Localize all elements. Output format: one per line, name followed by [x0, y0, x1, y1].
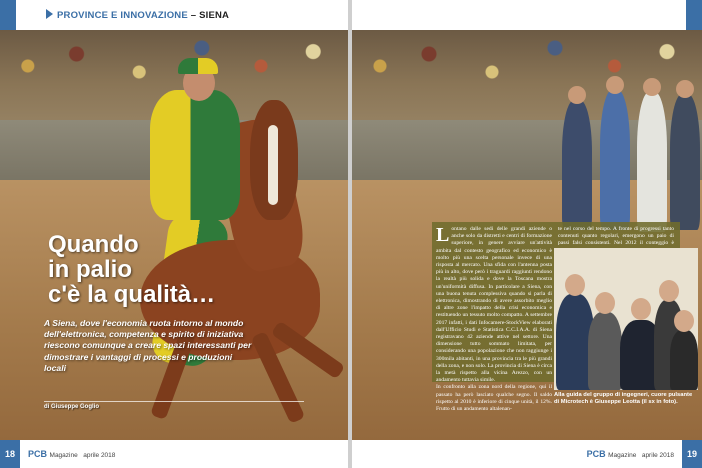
left-footer: [0, 440, 348, 468]
body-paragraph: te nel corso del tempo. A fronte di progressi tanto contenuti quanto regolari, emergono un paio di passi falsi consistenti. Nel 2012 il conteggio è: [558, 226, 674, 247]
magazine-title: PCB: [28, 449, 48, 459]
head: [568, 86, 586, 104]
article-column-1: [436, 226, 552, 413]
magazine-subtitle: Magazine: [608, 452, 637, 459]
head: [606, 76, 624, 94]
head: [565, 274, 585, 296]
headline-line: in palio: [48, 256, 132, 283]
magazine-title: PCB: [586, 449, 606, 459]
issue-date: aprile 2018: [83, 452, 116, 459]
team-member: [588, 312, 622, 390]
spectator-figure: [670, 94, 700, 230]
article-deck: A Siena, dove l'economia ruota intorno al mondo dell'elettronica, competenza e spirito di iniziativa riescono comunque a creare spazi interessanti per dimostrare i vantaggi di processi e produzioni locali: [44, 318, 252, 373]
horse-blaze: [268, 125, 278, 205]
section-label: [46, 9, 229, 21]
right-header-bar: [352, 0, 702, 30]
right-footer: [352, 440, 702, 468]
magazine-subtitle: Magazine: [49, 452, 78, 459]
team-member: [670, 330, 698, 390]
right-corner-tab: [686, 0, 702, 30]
headline-line: Quando: [48, 231, 139, 258]
jockey-cap: [178, 58, 218, 74]
head: [631, 298, 651, 320]
left-corner-tab: [0, 0, 16, 30]
page-number: 19: [682, 440, 702, 468]
spectator-figure: [637, 92, 667, 232]
head: [595, 292, 615, 314]
magazine-name: [587, 449, 674, 459]
head: [676, 80, 694, 98]
issue-date: aprile 2018: [641, 452, 674, 459]
left-header-bar: [0, 0, 348, 30]
byline-rule: [44, 401, 304, 402]
left-page: [0, 0, 348, 468]
article-byline: di Giuseppe Goglio: [44, 404, 100, 410]
section-location: – SIENA: [190, 10, 230, 21]
photo-caption: Alla guida del gruppo di ingegneri, cuore pulsante di Microtech è Giuseppe Leotta (il sx in foto).: [554, 392, 693, 406]
spectator-figure: [562, 100, 592, 230]
right-page: [352, 0, 702, 468]
head: [674, 310, 694, 332]
team-photo: [554, 248, 698, 390]
magazine-name: [28, 449, 115, 459]
spectator-figure: [600, 90, 630, 230]
play-triangle-icon: [46, 9, 53, 19]
page-number: 18: [0, 440, 20, 468]
head: [659, 280, 679, 302]
body-paragraph: ontano dalle sedi delle grandi aziende o anche solo da distretti e centri di formazione superiore, in genere avviare un'attività ambita dal contesto geografico ed economico è molto più una scelta personale invece di una risposta al mercato. Una sfida con l'antenna posta più in alto, dove però i traguardi raggiunti rendono la realtà più solida e dove la Toscana mostra un'uniformità diffusa. In particolare a Siena, con una buona tenuta complessiva quando si parla di elettronica, dimostrando di avere assorbito meglio di altre zone l'impatto della crisi economica e restituendo un tessuto molto compatto. A settembre 2017 infatti, i dati Infocamere-StockView elaborati dall'Ufficio Studi e Statistica C.C.I.A.A. di Siena registravano 42 aziende attive nel settore. Una dimensione tutto sommato limitata, per considerando una popolazione che non raggiunge i 300mila abitanti, in una provincia tra le più grandi della zona, e non solo. La provincia di Siena è circa la metà rispetto alla vicina Arezzo, con un andamento tuttavia simile.: [436, 226, 552, 384]
section-title: PROVINCE E INNOVAZIONE: [57, 10, 188, 21]
body-paragraph: In confronto alla zona nord della regione, qui il passato ha però lasciato qualche segno. Il saldo rispetto al 2010 è inferiore di cinque unità, il 12%. Frutto di un andamento altalenan-: [436, 384, 552, 413]
headline-line: c'è la qualità…: [48, 281, 216, 308]
head: [643, 78, 661, 96]
article-headline: [48, 232, 268, 307]
jockey-shirt: [150, 90, 240, 220]
drop-cap: L: [436, 224, 450, 246]
